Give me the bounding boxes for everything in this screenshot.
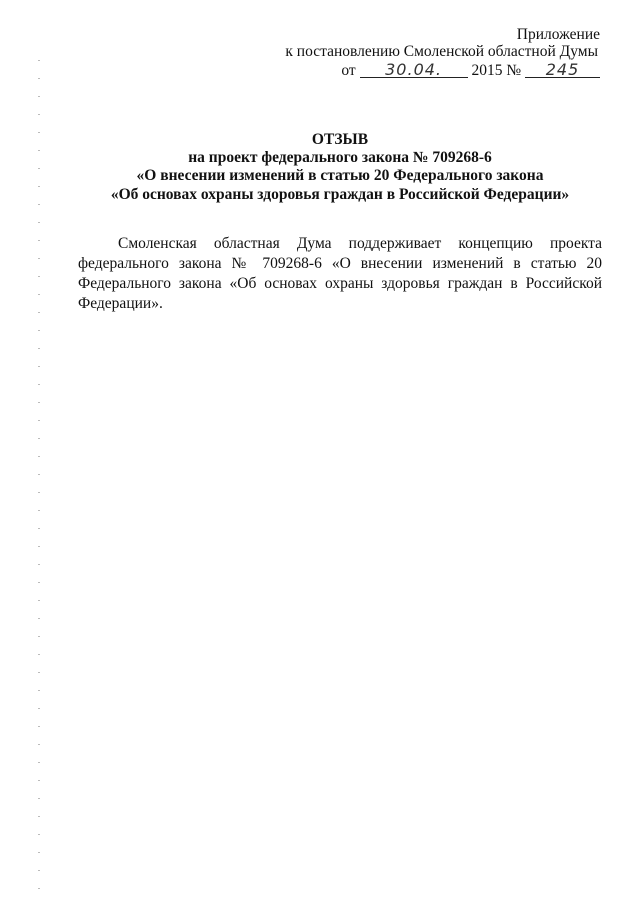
body-line: Федерации». <box>78 295 163 312</box>
document-heading: ОТЗЫВ <box>311 131 369 148</box>
body-line: Федерального закона «Об основах охраны здоровья граждан в Российской <box>78 275 602 292</box>
handwritten-date: 30.04. <box>360 61 468 78</box>
year-label: 2015 № <box>471 62 522 79</box>
handwritten-number: 245 <box>525 61 600 78</box>
body-line: федерального закона № 709268-6 «О внесении изменений в статью 20 <box>78 255 602 272</box>
body-line: Смоленская областная Дума поддерживает концепцию проекта <box>118 235 602 252</box>
title-line-1: на проект федерального закона № 709268-6 <box>188 149 492 166</box>
resolution-label: к постановлению Смоленской областной Думы <box>285 43 598 60</box>
date-prefix: от <box>341 62 356 79</box>
body-paragraph <box>78 234 602 314</box>
title-line-2: «О внесении изменений в статью 20 Федерального закона <box>136 167 544 184</box>
appendix-label: Приложение <box>516 26 600 43</box>
date-number-line <box>341 61 600 80</box>
title-line-3: «Об основах охраны здоровья граждан в Российской Федерации» <box>110 186 570 203</box>
